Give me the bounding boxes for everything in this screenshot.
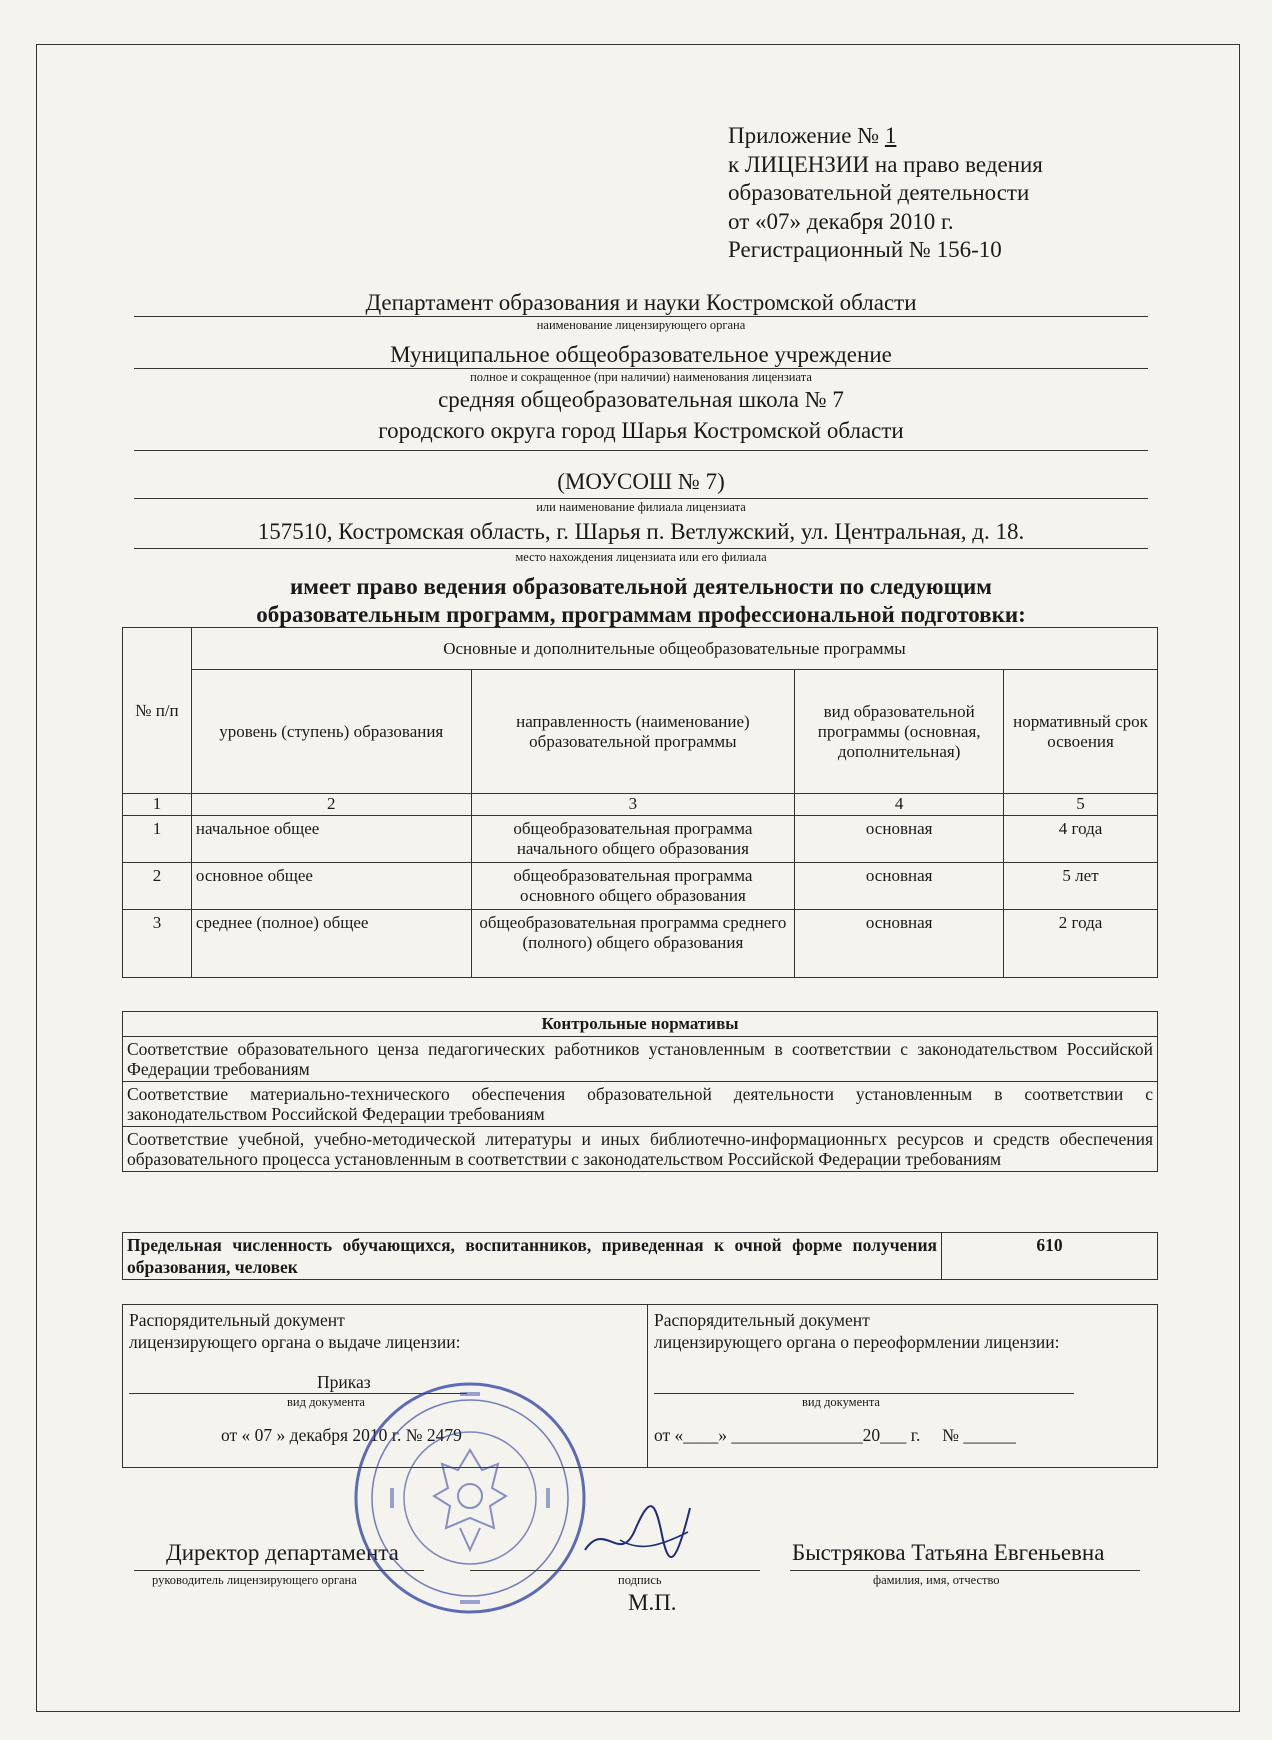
licensee-caption: полное и сокращенное (при наличии) наименования лицензиата <box>470 370 812 384</box>
sign-caption: подпись <box>618 1573 662 1587</box>
table-row <box>123 816 1158 863</box>
row-kind: основная <box>795 863 1004 910</box>
licensee-address: 157510, Костромская область, г. Шарья п. Ветлужский, ул. Центральная, д. 18. <box>257 519 1025 544</box>
column-number: 2 <box>191 794 471 816</box>
licensee-short-name: (МОУСОШ № 7) <box>557 469 725 494</box>
name-caption: фамилия, имя, отчество <box>873 1573 1000 1587</box>
licensee-name-line2: средняя общеобразовательная школа № 7 <box>438 387 844 412</box>
limit-label: Предельная численность обучающихся, воспитанников, приведенная к очной форме получения образования, человек <box>123 1233 942 1280</box>
control-header: Контрольные нормативы <box>123 1012 1158 1037</box>
short-name-block <box>134 468 1148 566</box>
licensee-rule-2 <box>134 450 1148 451</box>
licensee-name-line1: Муниципальное общеобразовательное учреждение <box>390 342 892 367</box>
row-term: 2 года <box>1004 910 1158 978</box>
column-number: 4 <box>795 794 1004 816</box>
row-number: 2 <box>123 863 192 910</box>
row-kind: основная <box>795 816 1004 863</box>
name-rule <box>790 1570 1140 1571</box>
table-row <box>123 863 1158 910</box>
row-direction: общеобразовательная программа среднего (полного) общего образования <box>471 910 795 978</box>
handwritten-signature-icon <box>580 1480 700 1580</box>
control-item: Соответствие материально-технического обеспечения образовательной деятельности установленным в соответствии с законодательством Российской Федерации требованиям <box>123 1082 1158 1127</box>
address-caption: место нахождения лицензиата или его филиала <box>515 550 767 564</box>
seal-mark: М.П. <box>628 1590 677 1615</box>
rights-line1: имеет право ведения образовательной деятельности по следующим <box>290 574 992 599</box>
reissue-date: от «____» _______________20___ г. № ______ <box>654 1425 1016 1445</box>
signature-position: Директор департамента <box>166 1540 399 1565</box>
table-row <box>123 910 1158 978</box>
row-term: 4 года <box>1004 816 1158 863</box>
reissue-doc-line <box>654 1371 1074 1394</box>
limit-value: 610 <box>942 1233 1158 1280</box>
appendix-label: Приложение № <box>728 123 885 148</box>
row-direction: общеобразовательная программа основного общего образования <box>471 863 795 910</box>
control-table <box>122 1011 1158 1172</box>
appendix-line2: к ЛИЦЕНЗИИ на право ведения <box>728 151 1043 177</box>
appendix-header <box>728 122 1043 265</box>
row-number: 3 <box>123 910 192 978</box>
reissue-order <box>647 1305 1160 1467</box>
appendix-line3: образовательной деятельности <box>728 180 1030 205</box>
limit-table <box>122 1232 1158 1280</box>
header-number: № п/п <box>123 628 192 794</box>
header-direction: направленность (наименование) образовательной программы <box>471 670 795 794</box>
row-direction: общеобразовательная программа начального общего образования <box>471 816 795 863</box>
licensor-block <box>134 289 1148 334</box>
appendix-line5: Регистрационный № 156-10 <box>728 237 1002 262</box>
column-number: 1 <box>123 794 192 816</box>
header-term: нормативный срок освоения <box>1004 670 1158 794</box>
licensee-block <box>134 341 1148 451</box>
row-level: начальное общее <box>191 816 471 863</box>
branch-caption: или наименование филиала лицензиата <box>536 500 746 514</box>
programs-table <box>122 627 1158 978</box>
control-item: Соответствие образовательного ценза педагогических работников установленным в соответствии с законодательством Российской Федерации требованиям <box>123 1037 1158 1082</box>
row-term: 5 лет <box>1004 863 1158 910</box>
issue-date: от « 07 » декабря 2010 г. № 2479 <box>221 1425 462 1445</box>
reissue-title1: Распорядительный документ <box>654 1310 870 1330</box>
header-level: уровень (ступень) образования <box>191 670 471 794</box>
issue-title2: лицензирующего органа о выдаче лицензии: <box>129 1332 461 1352</box>
reissue-title2: лицензирующего органа о переоформлении лицензии: <box>654 1332 1060 1352</box>
official-stamp-icon <box>350 1378 590 1618</box>
row-level: основное общее <box>191 863 471 910</box>
rights-line2: образовательным программ, программам профессиональной подготовки: <box>256 602 1026 627</box>
header-kind: вид образовательной программы (основная, дополнительная) <box>795 670 1004 794</box>
header-group: Основные и дополнительные общеобразовательные программы <box>191 628 1157 670</box>
issue-title1: Распорядительный документ <box>129 1310 345 1330</box>
licensor-caption: наименование лицензирующего органа <box>536 318 746 332</box>
orders-block <box>122 1304 1158 1468</box>
issue-doc-caption: вид документа <box>287 1395 365 1409</box>
row-kind: основная <box>795 910 1004 978</box>
position-caption: руководитель лицензирующего органа <box>152 1573 357 1587</box>
issue-doc: Приказ <box>129 1371 467 1394</box>
appendix-number: 1 <box>884 123 897 148</box>
signature-name: Быстрякова Татьяна Евгеньевна <box>792 1540 1105 1565</box>
row-number: 1 <box>123 816 192 863</box>
licensee-name-line3: городского округа город Шарья Костромской области <box>378 418 904 443</box>
reissue-doc-caption: вид документа <box>802 1395 880 1409</box>
column-number: 5 <box>1004 794 1158 816</box>
appendix-line4: от «07» декабря 2010 г. <box>728 208 954 234</box>
control-item: Соответствие учебной, учебно-методической литературы и иных библиотечно-информационньгх ресурсов и средств обеспечения образовательного процесса установленным в соответствии с законодательством Российской Федерации требованиям <box>123 1127 1158 1172</box>
row-level: среднее (полное) общее <box>191 910 471 978</box>
licensor-name: Департамент образования и науки Костромской области <box>365 290 917 315</box>
column-number: 3 <box>471 794 795 816</box>
